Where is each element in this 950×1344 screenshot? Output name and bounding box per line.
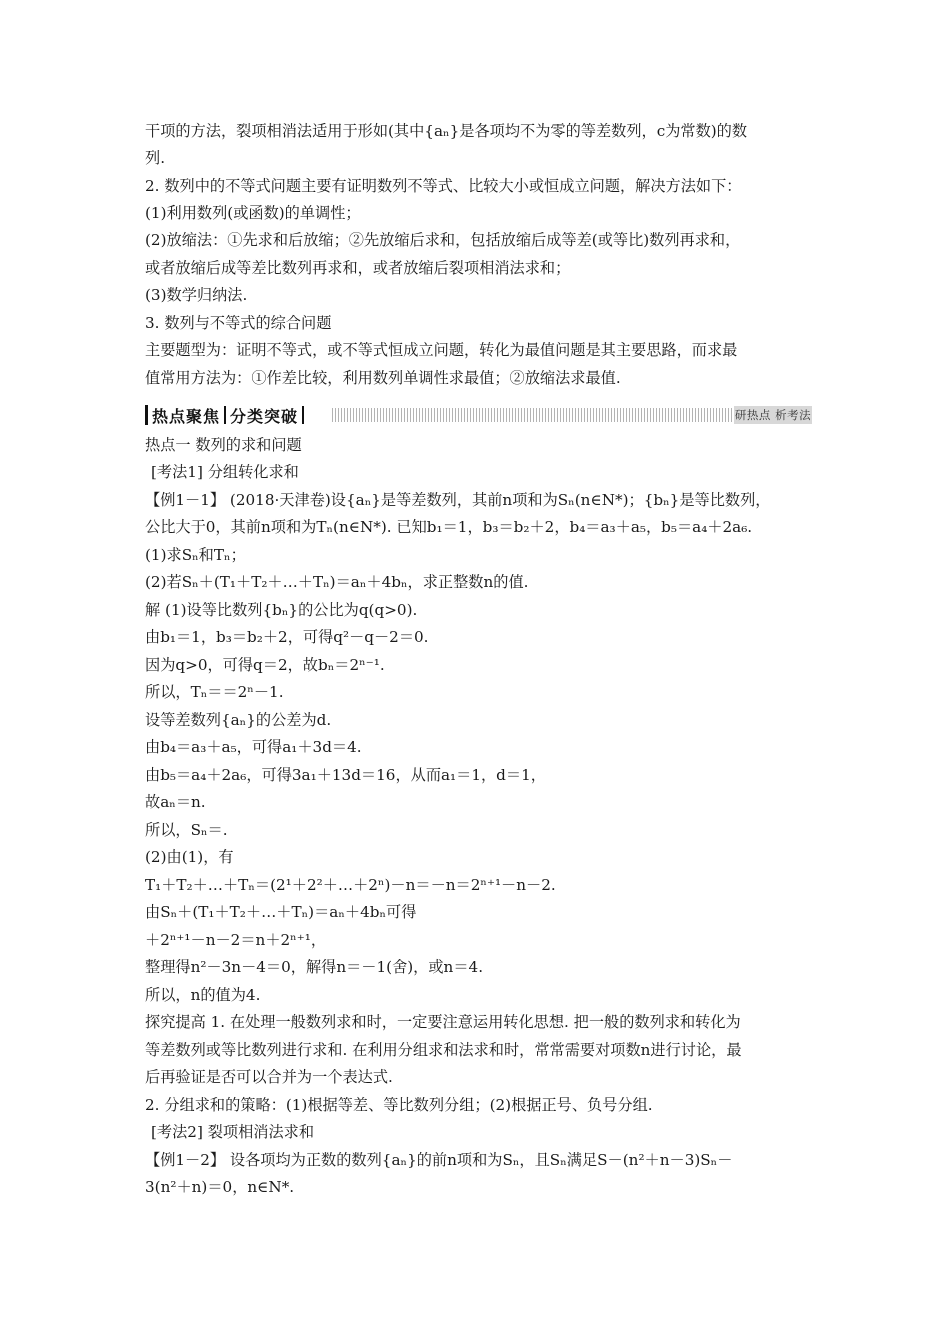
solution-line: 整理得n²－3n－4＝0，解得n＝－1(舍)，或n＝4. <box>145 958 484 976</box>
example-line: 【例1－1】 (2018·天津卷)设{aₙ}是等差数列，其前n项和为Sₙ(n∈N*)；{bₙ}是等比数列， <box>145 491 771 509</box>
paragraph-line: (3)数学归纳法. <box>145 286 248 304</box>
solution-line: 由b₄＝a₃＋a₅，可得a₁＋3d＝4. <box>145 738 362 756</box>
solution-line: 由Sₙ＋(T₁＋T₂＋…＋Tₙ)＝aₙ＋4bₙ可得 <box>145 903 417 921</box>
method-heading: [考法2] 裂项相消法求和 <box>151 1123 315 1141</box>
paragraph-line: 列. <box>145 149 166 167</box>
example-line: (2)若Sₙ＋(T₁＋T₂＋…＋Tₙ)＝aₙ＋4bₙ，求正整数n的值. <box>145 573 529 591</box>
example-line: 公比大于0，其前n项和为Tₙ(n∈N*). 已知b₁＝1，b₃＝b₂＋2，b₄＝a₃＋a₅，b₅＝a₄＋2a₆. <box>145 518 753 536</box>
banner-tag: 研热点 析考法 <box>734 408 812 422</box>
section-banner <box>145 403 812 427</box>
solution-line: 所以，n的值为4. <box>145 986 261 1004</box>
solution-line: 因为q>0，可得q＝2，故bₙ＝2ⁿ⁻¹. <box>145 656 385 674</box>
insight-line: 后再验证是否可以合并为一个表达式. <box>145 1068 393 1086</box>
paragraph-line: 或者放缩后成等差比数列再求和，或者放缩后裂项相消法求和； <box>145 259 571 277</box>
example-line: (1)求Sₙ和Tₙ； <box>145 546 246 564</box>
solution-line: 由b₅＝a₄＋2a₆，可得3a₁＋13d＝16，从而a₁＝1，d＝1， <box>145 766 546 784</box>
banner-title-right: 分类突破 <box>230 406 299 426</box>
method-heading: [考法1] 分组转化求和 <box>151 463 299 481</box>
paragraph-line: 3. 数列与不等式的综合问题 <box>145 314 332 332</box>
paragraph-line: 2. 数列中的不等式问题主要有证明数列不等式、比较大小或恒成立问题，解决方法如下： <box>145 177 742 195</box>
solution-line: 故aₙ＝n. <box>145 793 206 811</box>
solution-line: ＋2ⁿ⁺¹－n－2＝n＋2ⁿ⁺¹， <box>145 931 327 949</box>
solution-line: 解 (1)设等比数列{bₙ}的公比为q(q>0). <box>145 601 418 619</box>
paragraph-line: (1)利用数列(或函数)的单调性； <box>145 204 361 222</box>
banner-title-left: 热点聚焦 <box>152 406 221 426</box>
paragraph-line: 值常用方法为：①作差比较，利用数列单调性求最值；②放缩法求最值. <box>145 369 621 387</box>
insight-line: 等差数列或等比数列进行求和. 在利用分组求和法求和时，常常需要对项数n进行讨论，最 <box>145 1041 742 1059</box>
banner-bar-icon <box>302 406 304 424</box>
solution-line: 由b₁＝1，b₃＝b₂＋2，可得q²－q－2＝0. <box>145 628 429 646</box>
insight-line: 探究提高 1. 在处理一般数列求和时，一定要注意运用转化思想. 把一般的数列求和转化为 <box>145 1013 741 1031</box>
section-heading: 热点一 数列的求和问题 <box>145 436 302 454</box>
banner-stripe <box>332 408 732 422</box>
paragraph-line: (2)放缩法：①先求和后放缩；②先放缩后求和，包括放缩后成等差(或等比)数列再求和， <box>145 231 741 249</box>
solution-line: 设等差数列{aₙ}的公差为d. <box>145 711 332 729</box>
banner-title <box>145 403 330 427</box>
solution-line: T₁＋T₂＋…＋Tₙ＝(2¹＋2²＋…＋2ⁿ)－n＝－n＝2ⁿ⁺¹－n－2. <box>145 876 556 894</box>
example-line: 3(n²＋n)＝0，n∈N*. <box>145 1178 295 1196</box>
paragraph-line: 主要题型为：证明不等式，或不等式恒成立问题，转化为最值问题是其主要思路，而求最 <box>145 341 738 359</box>
solution-line: (2)由(1)，有 <box>145 848 234 866</box>
banner-divider-icon <box>224 406 226 424</box>
solution-line: 所以，Tₙ＝＝2ⁿ－1. <box>145 683 284 701</box>
example-line: 【例1－2】 设各项均为正数的数列{aₙ}的前n项和为Sₙ，且Sₙ满足S－(n²＋n－3)Sₙ－ <box>145 1151 733 1169</box>
banner-bar-icon <box>145 405 148 425</box>
solution-line: 所以，Sₙ＝. <box>145 821 228 839</box>
paragraph-line: 干项的方法，裂项相消法适用于形如(其中{aₙ}是各项均不为零的等差数列，c为常数)的数 <box>145 122 748 140</box>
insight-line: 2. 分组求和的策略：(1)根据等差、等比数列分组；(2)根据正号、负号分组. <box>145 1096 653 1114</box>
